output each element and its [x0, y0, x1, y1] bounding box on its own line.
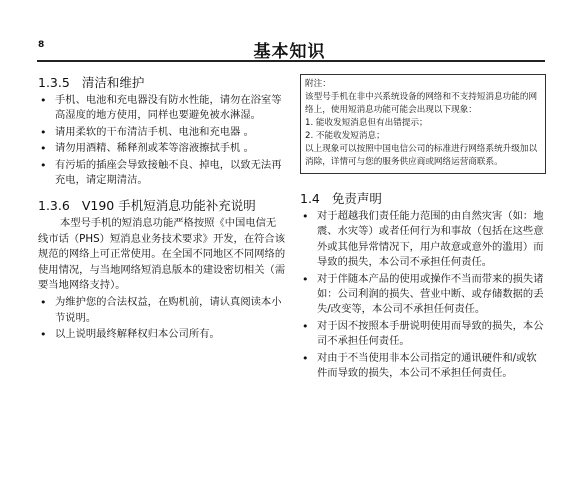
disclaimer-list — [300, 209, 546, 381]
section-title: V190 手机短消息功能补充说明 — [81, 198, 256, 214]
note-line: 以上现象可以按照中国电信公司的标准进行网络系统升级加以消除，详情可与您的服务供应商或网络运营商联系。 — [305, 144, 538, 167]
section-number: 1.4 — [300, 191, 320, 206]
note-line: 1. 能收发短消息但有出错提示； — [305, 118, 428, 128]
list-item: • 请勿用酒精、稀释剂或苯等溶液擦拭手机 。 — [38, 141, 286, 156]
list-item: • 有污垢的插座会导致接触不良、掉电，以致无法再充电，请定期清洁。 — [38, 158, 286, 189]
list-item: • 对于超越我们责任能力范围的由自然灾害（如：地震、水灾等）或者任何行为和事故（包括在这些意外或其他异常情况下，用户故意或意外的滥用）而导致的损失，本公司不承担任何责任。 — [300, 209, 546, 271]
page-number: 8 — [38, 40, 45, 50]
list-item: • 对于因不按照本手册说明使用而导致的损失，本公司不承担任何责任。 — [300, 319, 546, 350]
cleaning-list — [38, 93, 286, 188]
list-item: • 请用柔软的干布清洁手机、电池和充电器 。 — [38, 125, 286, 140]
list-item: • 对于伴随本产品的使用或操作不当而带来的损失诸如：公司利润的损失、营业中断、或存储数据的丢失/改变等，本公司不承担任何责任。 — [300, 272, 546, 318]
list-item: • 为维护您的合法权益，在购机前，请认真阅读本小节说明。 — [38, 295, 286, 326]
left-column — [38, 74, 286, 344]
note-line: 2. 不能收发短消息； — [305, 131, 385, 141]
note-box — [300, 74, 546, 174]
page-title: 基本知识 — [253, 42, 326, 62]
section-heading-cleaning — [38, 74, 286, 91]
right-column — [300, 74, 546, 382]
section-heading-disclaimer — [300, 190, 546, 207]
section-number: 1.3.5 — [38, 75, 70, 90]
header-divider — [37, 60, 545, 62]
section-title: 免责声明 — [331, 191, 382, 206]
sms-paragraph: 本型号手机的短消息功能严格按照《中国电信无线市话（PHS）短消息业务技术要求》开发，在符合该规范的网络上可正常使用。在全国不同地区不同网络的使用情况，与当地网络短消息版本的建设密切相关（需要当地网络支持）。 — [38, 217, 286, 292]
section-heading-sms — [38, 197, 286, 214]
section-number: 1.3.6 — [38, 198, 70, 214]
sms-list — [38, 295, 286, 342]
list-item: • 手机、电池和充电器没有防水性能，请勿在浴室等高湿度的地方使用，同样也要避免被水淋湿。 — [38, 93, 286, 124]
list-item: • 以上说明最终解释权归本公司所有。 — [38, 327, 286, 342]
list-item: • 对由于不当使用非本公司指定的通讯硬件和/或软件而导致的损失，本公司不承担任何责任。 — [300, 351, 546, 382]
section-title: 清洁和维护 — [81, 75, 145, 90]
note-line: 附注： — [305, 79, 331, 89]
note-line: 该型号手机在非中兴系统设备的网络和不支持短消息功能的网络上，使用短消息功能可能会出现以下现象： — [305, 92, 538, 115]
